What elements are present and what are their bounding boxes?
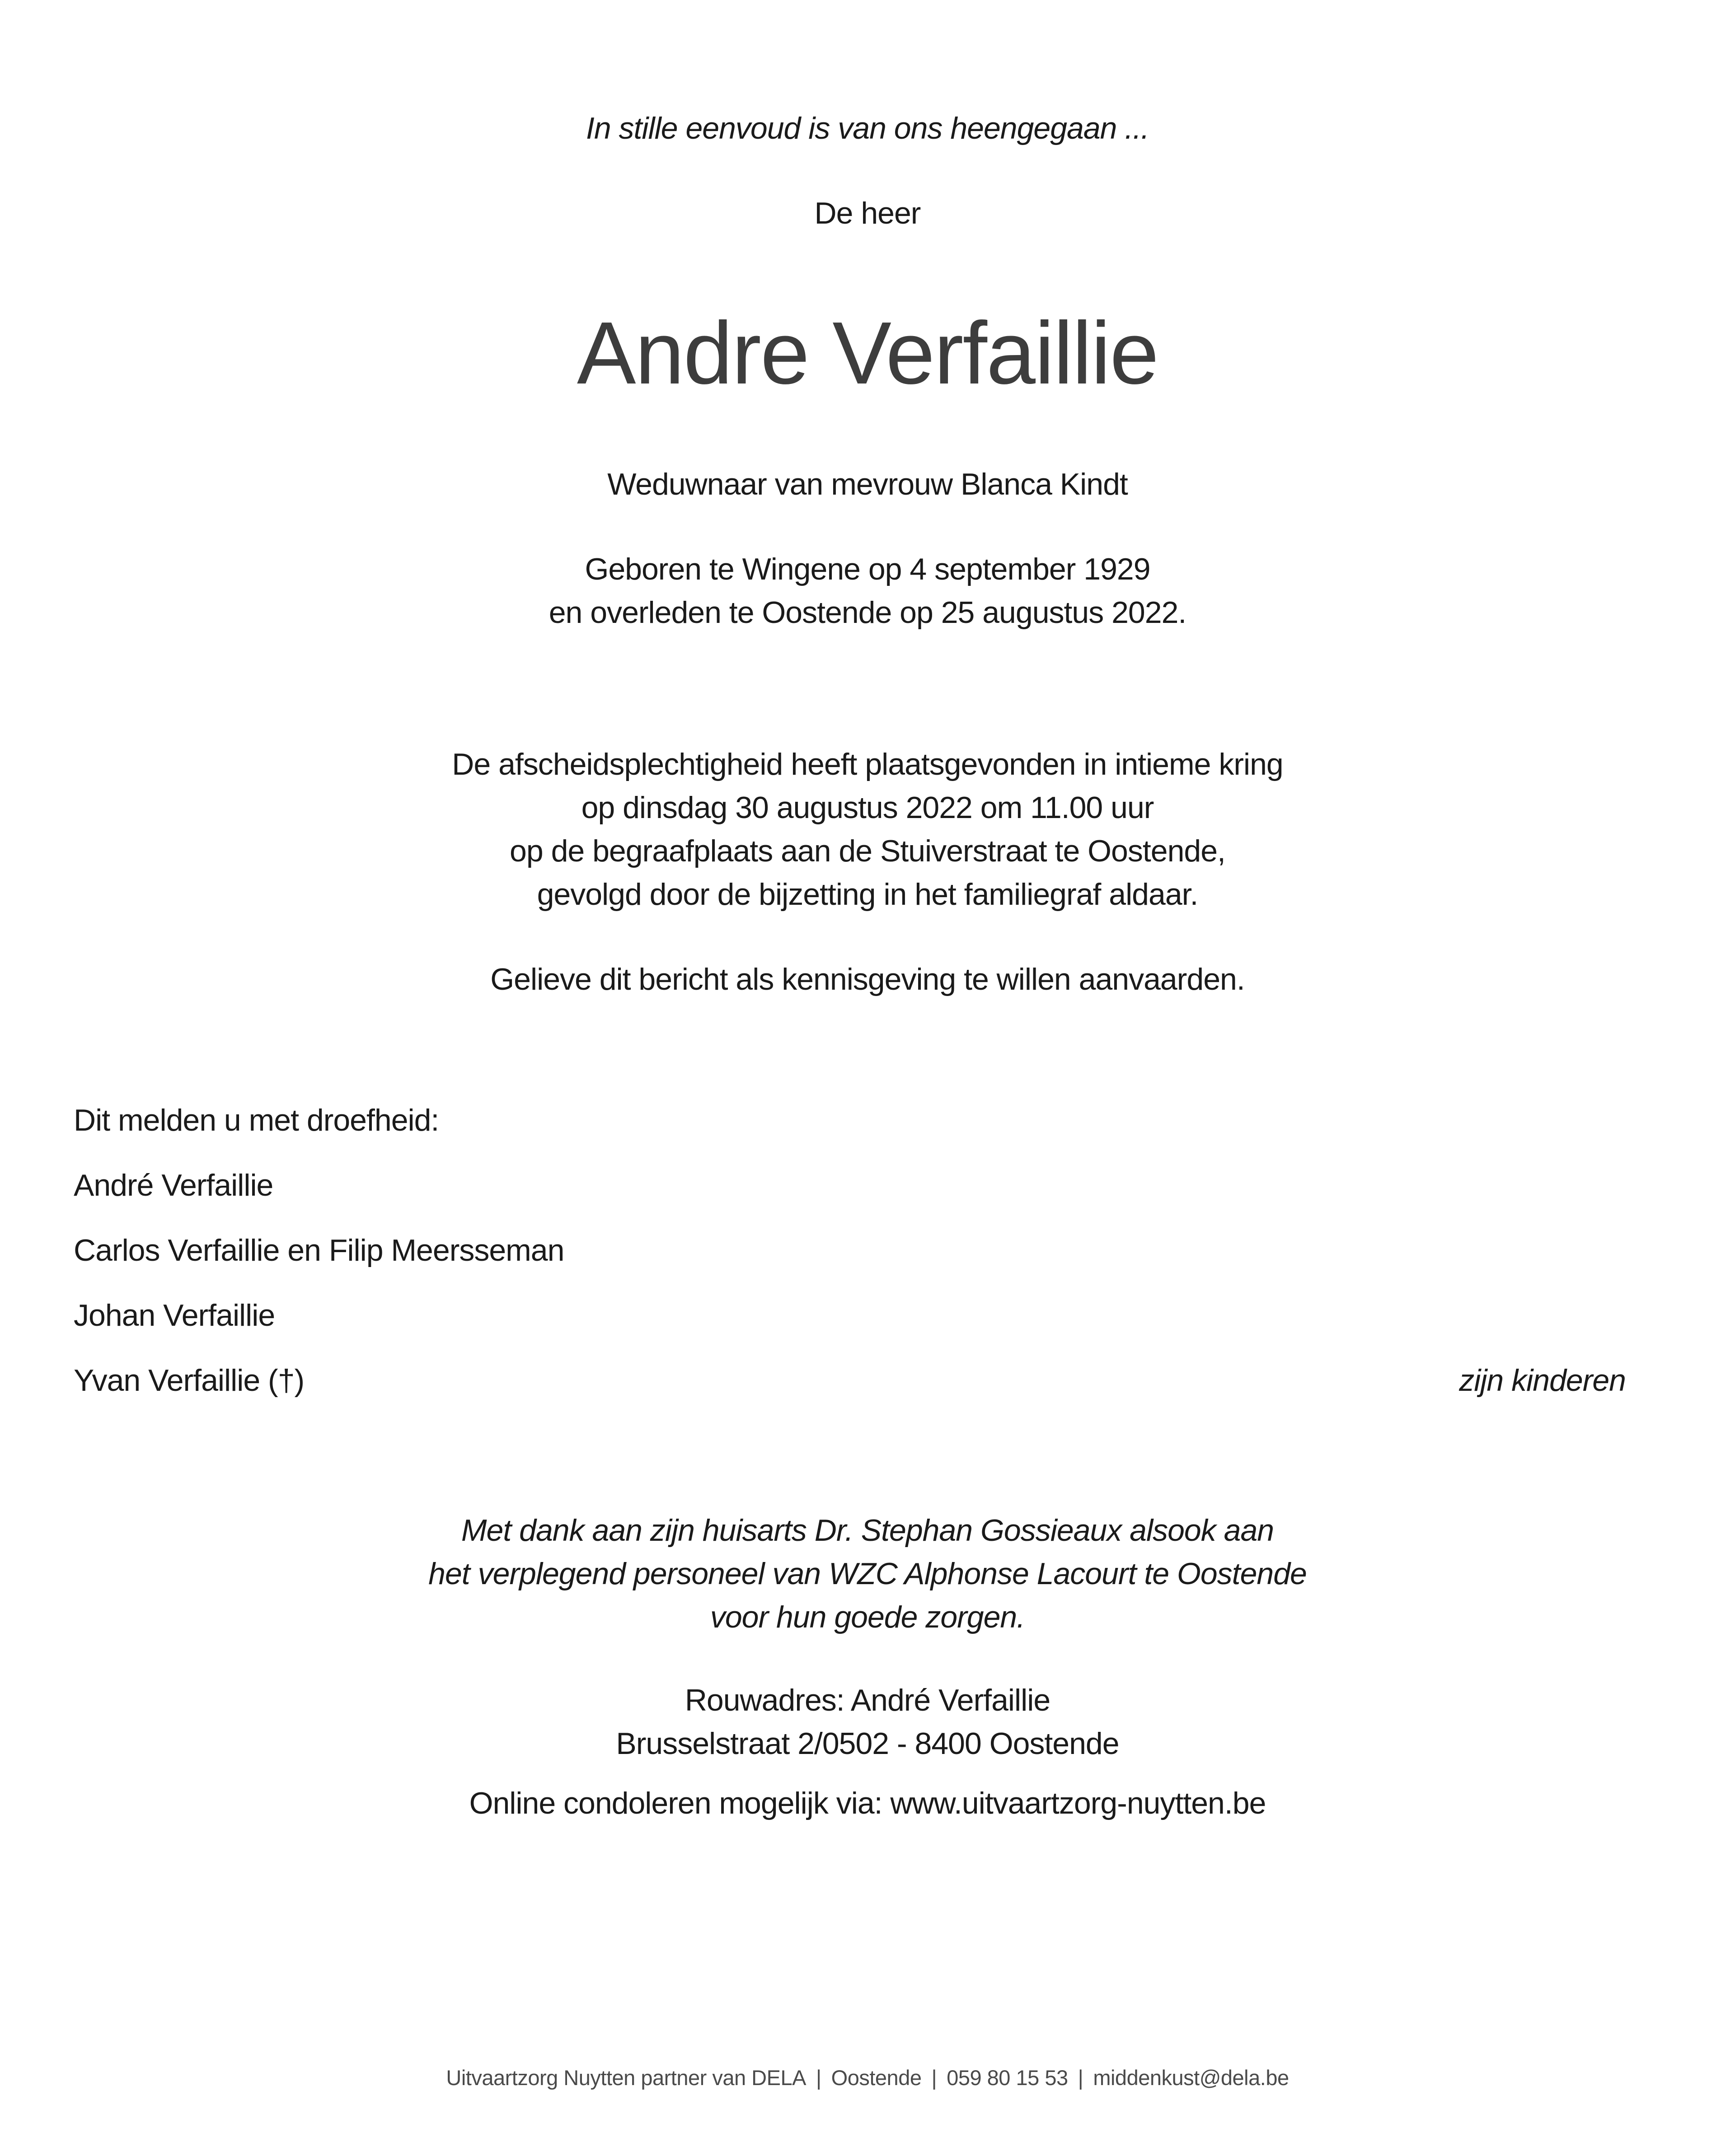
footer-email: middenkust@dela.be bbox=[1093, 2066, 1289, 2090]
thanks-line: het verplegend personeel van WZC Alphonse Lacourt te Oostende bbox=[428, 1557, 1307, 1591]
thanks-line: voor hun goede zorgen. bbox=[710, 1600, 1025, 1634]
footer bbox=[0, 2064, 1735, 2091]
widower-of: Weduwnaar van mevrouw Blanca Kindt bbox=[607, 467, 1128, 501]
died-text: en overleden te Oostende op 25 augustus 2022. bbox=[549, 595, 1186, 630]
mourning-address-line1: Rouwadres: André Verfaillie bbox=[685, 1683, 1050, 1717]
footer-phone: 059 80 15 53 bbox=[947, 2066, 1068, 2090]
ceremony-line: gevolgd door de bijzetting in het familiegraf aldaar. bbox=[537, 877, 1198, 912]
footer-city: Oostende bbox=[831, 2066, 922, 2090]
ceremony-line: De afscheidsplechtigheid heeft plaatsgevonden in intieme kring bbox=[452, 747, 1283, 781]
family-member: Johan Verfaillie bbox=[74, 1298, 275, 1333]
family-relation: zijn kinderen bbox=[1459, 1363, 1626, 1398]
born-text: Geboren te Wingene op 4 september 1929 bbox=[585, 552, 1150, 586]
ceremony-line: op de begraafplaats aan de Stuiverstraat te Oostende, bbox=[510, 834, 1225, 868]
mourning-address-line2: Brusselstraat 2/0502 - 8400 Oostende bbox=[616, 1726, 1119, 1761]
footer-separator: | bbox=[931, 2066, 937, 2090]
footer-separator: | bbox=[816, 2066, 821, 2090]
ceremony-line: op dinsdag 30 augustus 2022 om 11.00 uur bbox=[581, 790, 1154, 825]
title-prefix: De heer bbox=[814, 196, 921, 230]
family-member: Carlos Verfaillie en Filip Meersseman bbox=[74, 1233, 564, 1267]
intro-text: In stille eenvoud is van ons heengegaan ... bbox=[586, 111, 1149, 145]
deceased-name: Andre Verfaillie bbox=[577, 304, 1158, 402]
family-member: André Verfaillie bbox=[74, 1168, 273, 1202]
footer-separator: | bbox=[1078, 2066, 1083, 2090]
acknowledgement-request: Gelieve dit bericht als kennisgeving te willen aanvaarden. bbox=[490, 962, 1245, 996]
family-member: Yvan Verfaillie (†) bbox=[74, 1363, 305, 1398]
footer-company: Uitvaartzorg Nuytten partner van DELA bbox=[446, 2066, 806, 2090]
family-heading: Dit melden u met droefheid: bbox=[74, 1103, 439, 1137]
online-condolence-text: Online condoleren mogelijk via: www.uitvaartzorg-nuytten.be bbox=[469, 1786, 1266, 1820]
thanks-line: Met dank aan zijn huisarts Dr. Stephan Gossieaux alsook aan bbox=[461, 1513, 1274, 1548]
